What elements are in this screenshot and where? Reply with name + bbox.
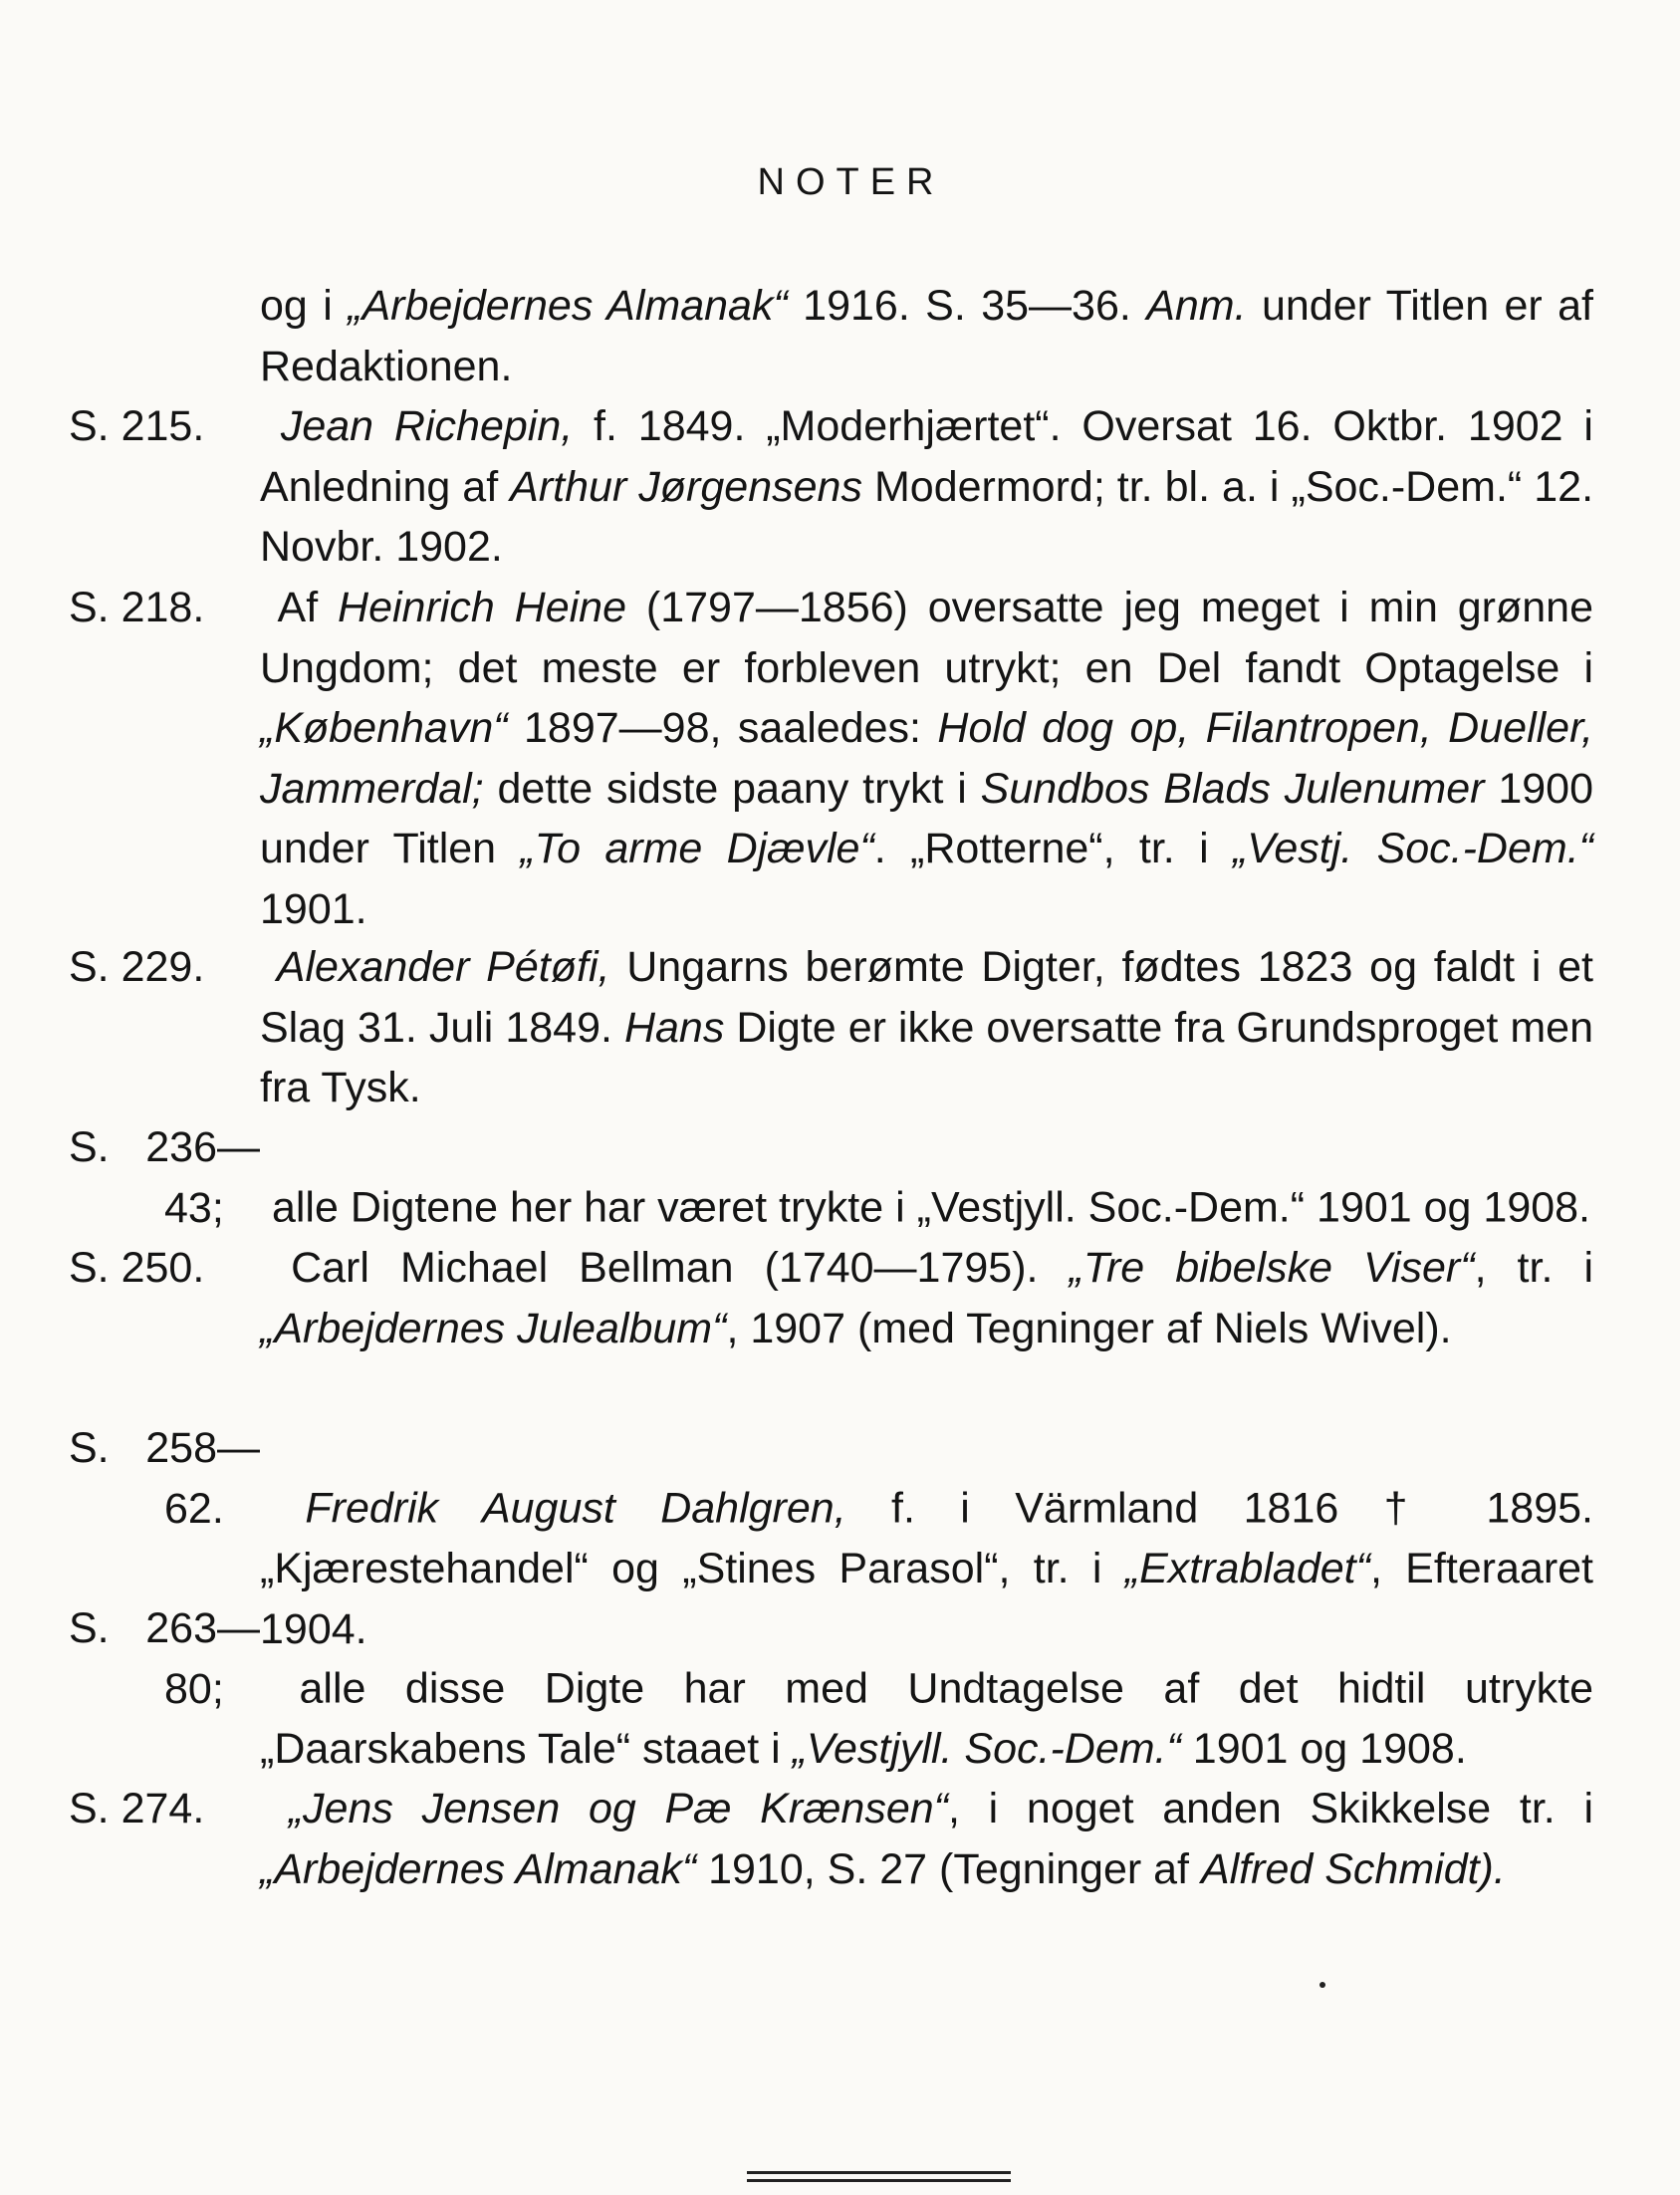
note-s250 [69,1238,1594,1358]
italic-title: Heinrich Heine [338,584,626,631]
italic-title: Hold dog op, Filantropen, Dueller, Jammerdal; [260,704,1593,813]
note-segment: Af [277,584,339,631]
note-s218 [69,578,1594,939]
note-segment: alle disse Digte har med Undtagelse af det hidtil utrykte „Daarskabens Tale“ staaet i [260,1664,1593,1773]
note-text [164,276,1593,396]
note-text [69,578,1594,939]
italic-title: „Arbejdernes Almanak“ [260,1844,697,1893]
note-segment: alle Digtene her har været trykte i „Vestjyll. Soc.-Dem.“ 1901 og 1908. [271,1183,1591,1232]
note-segment: 1901. [260,884,367,933]
note-s274 [69,1779,1594,1899]
note-s229 [69,937,1594,1118]
note-s215 [69,396,1594,578]
note-segment: Modermord; tr. bl. a. i „Soc.-Dem.“ 12. Novbr. 1902. [260,462,1594,571]
note-segment: og i [260,282,349,330]
italic-title: Hans [623,1003,725,1052]
note-segment: . „Rotterne“, tr. i [873,825,1233,872]
note-page-ref: S. 218. [69,584,205,631]
italic-title: Anm. [1146,282,1247,330]
note-segment: , 1907 (med Tegninger af Niels Wivel). [726,1304,1452,1352]
note-segment: , i noget anden Skikkelse tr. i [947,1785,1594,1832]
note-text [69,1117,1593,1238]
italic-title: Alexander Pétøfi, [276,943,610,991]
italic-title: Arthur Jørgensens [510,462,862,511]
note-page-ref: S. 250. [69,1244,205,1292]
note-segment: 1916. S. 35—36. [787,282,1147,330]
note-text [69,1598,1593,1780]
note-text [69,396,1594,578]
note-page-ref: S. 263—80; [69,1604,260,1713]
closing-rule-top [747,2171,1011,2174]
note-segment: dette sidste paany trykt i [483,764,981,813]
italic-title: „Jens Jensen og Pæ Krænsen“ [288,1785,948,1832]
closing-rule-bottom [747,2179,1011,2182]
note-segment: Carl Michael Bellman (1740—1795). [291,1244,1070,1292]
note-segment: f. i Värmland 1816 † 1895. „Kjærestehandel“ og „Stines Parasol“, tr. i [260,1484,1593,1592]
italic-title: Jean Richepin, [280,402,574,450]
note-s236 [69,1117,1593,1238]
ink-speck [1320,1982,1325,1988]
note-s263 [69,1598,1593,1780]
note-page-ref: S. 274. [69,1785,205,1832]
note-segment: under Titlen er af Redaktionen. [260,282,1594,390]
note-segment: 1901 og 1908. [1180,1725,1467,1773]
note-page-ref: S. 229. [69,943,205,991]
note-page-ref: S. 236—43; [69,1123,260,1232]
note-segment: 1900 under Titlen [260,764,1594,872]
italic-title: Fredrik August Dahlgren, [305,1484,846,1533]
note-segment: Ungarns berømte Digter, fødtes 1823 og faldt i et Slag 31. Juli 1849. [260,943,1594,1052]
italic-title: „Arbejdernes Almanak“ [348,282,788,330]
italic-title: „København“ [260,704,508,752]
note-segment: , tr. i [1474,1244,1594,1292]
note-text [69,937,1594,1118]
italic-title: „Tre bibelske Viser“ [1069,1244,1475,1292]
italic-title: Sundbos Blads Julenumer [980,764,1485,813]
note-text [69,1779,1594,1899]
note-segment: 1910, S. 27 (Tegninger af [696,1844,1201,1893]
note-text [69,1238,1594,1358]
note-page-ref: S. 215. [69,402,205,450]
note-page-ref: S. 258—62. [69,1424,260,1533]
note-segment: , Efteraaret 1904. [260,1545,1594,1653]
note-continuation [164,276,1593,396]
note-segment: Digte er ikke oversatte fra Grundsproget men fra Tysk. [260,1003,1593,1111]
note-segment: (1797—1856) oversatte jeg meget i min grønne Ungdom; det meste er forbleven utrykt; en Del fandt Optagelse i [260,584,1593,692]
italic-title: Alfred Schmidt). [1200,1844,1506,1893]
note-segment: f. 1849. „Moderhjærtet“. Oversat 16. Oktbr. 1902 i Anledning af [260,402,1593,511]
italic-title: „Vestjyll. Soc.-Dem.“ [792,1725,1181,1773]
italic-title: „To arme Djævle“ [520,825,874,872]
note-segment: 1897—98, saaledes: [507,704,938,752]
italic-title: „Extrabladet“ [1124,1545,1370,1592]
italic-title: „Arbejdernes Julealbum“ [260,1304,727,1352]
page-heading: NOTER [757,161,945,203]
italic-title: „Vestj. Soc.-Dem.“ [1232,825,1593,872]
